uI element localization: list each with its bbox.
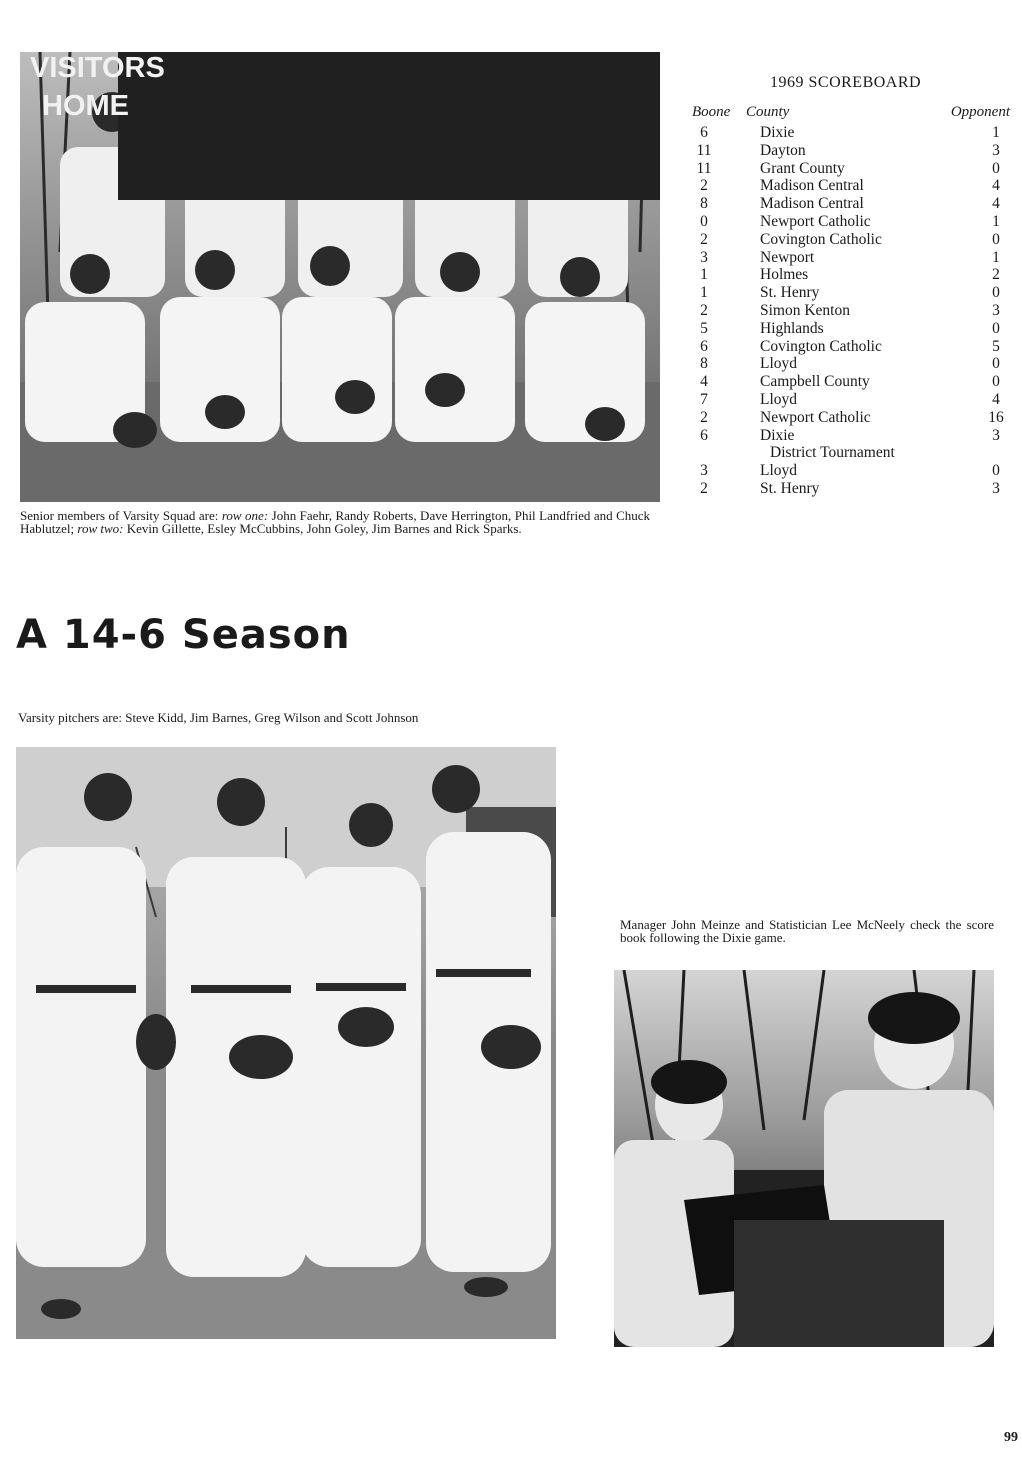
- opponent-score: 3: [992, 302, 1000, 319]
- opponent-team: Newport Catholic: [760, 408, 871, 426]
- opponent-team: Dixie: [760, 426, 795, 444]
- boone-score: 4: [700, 373, 708, 391]
- visitors-sign-text: VISITORS: [30, 52, 165, 84]
- pitchers-caption: Varsity pitchers are: Steve Kidd, Jim Barnes, Greg Wilson and Scott Johnson: [18, 710, 419, 725]
- boone-score: 2: [700, 302, 708, 319]
- opponent-team: Lloyd: [760, 391, 798, 408]
- opponent-team: Dixie: [760, 124, 795, 141]
- scoreboard-row: [690, 177, 1010, 195]
- home-sign-text: HOME: [42, 90, 129, 122]
- scoreboard-row: [690, 142, 1010, 160]
- boone-score: 8: [700, 195, 708, 213]
- opponent-score: 2: [992, 266, 1000, 284]
- scoreboard-row: [690, 427, 1010, 445]
- row-one-label: row one:: [221, 508, 269, 523]
- opponent-team: Grant County: [760, 159, 845, 177]
- opponent-score: 3: [992, 480, 1000, 497]
- row-two-label: row two:: [77, 521, 124, 536]
- scoreboard-row: [690, 231, 1010, 249]
- scoreboard-row: [690, 391, 1010, 409]
- header-opponent: Opponent: [950, 104, 1010, 120]
- scoreboard-row: [690, 409, 1010, 427]
- opponent-score: 3: [992, 141, 1000, 159]
- opponent-score: 1: [992, 213, 1000, 230]
- boone-score: 6: [700, 426, 708, 444]
- opponent-score: 3: [992, 426, 1000, 444]
- scoreboard-row: [690, 284, 1010, 302]
- opponent-team: Madison Central: [760, 195, 864, 213]
- opponent-team: Covington Catholic: [760, 337, 882, 355]
- tournament-label: District Tournament: [770, 444, 895, 462]
- boone-score: 5: [700, 319, 708, 337]
- boone-score: 6: [700, 337, 708, 355]
- opponent-team: Lloyd: [760, 462, 798, 480]
- scoreboard-row: [690, 355, 1010, 373]
- boone-score: 1: [700, 284, 708, 302]
- scoreboard-row: [690, 266, 1010, 284]
- manager-caption: Manager John Meinze and Statistician Lee McNeely check the score book following the Dixie game.: [620, 917, 994, 945]
- pitchers-photo-illustration: [16, 747, 556, 1339]
- header-county: County: [746, 104, 790, 120]
- page-number: 99: [1004, 1430, 1018, 1445]
- opponent-team: Newport Catholic: [760, 213, 871, 230]
- boone-score: 2: [700, 177, 708, 195]
- boone-score: 2: [700, 480, 708, 497]
- scoreboard-row: [690, 213, 1010, 231]
- manager-photo: [614, 970, 994, 1347]
- boone-score: 1: [700, 266, 708, 284]
- scoreboard-row: [690, 338, 1010, 356]
- boone-score: 3: [700, 462, 708, 480]
- opponent-team: Campbell County: [760, 373, 870, 391]
- scoreboard-row: [690, 249, 1010, 267]
- team-photo: [20, 52, 660, 502]
- opponent-team: Newport: [760, 248, 815, 266]
- opponent-score: 0: [992, 355, 1000, 373]
- opponent-team: St. Henry: [760, 284, 820, 302]
- opponent-team: Holmes: [760, 266, 809, 284]
- boone-score: 3: [700, 248, 708, 266]
- opponent-score: 1: [992, 248, 1000, 266]
- row-one-names: John Faehr, Randy Roberts, Dave Herrington, Phil Landfried and Chuck Hablutzel;: [20, 508, 651, 536]
- opponent-score: 4: [992, 195, 1000, 213]
- opponent-team: Madison Central: [760, 177, 864, 195]
- boone-score: 6: [700, 124, 708, 141]
- scoreboard-row: [690, 160, 1010, 178]
- opponent-score: 0: [992, 284, 1000, 302]
- opponent-score: 4: [992, 391, 1000, 408]
- scoreboard-row: [690, 195, 1010, 213]
- pitchers-photo: [16, 747, 556, 1339]
- opponent-score: 0: [992, 373, 1000, 391]
- scoreboard-row: [690, 320, 1010, 338]
- opponent-team: Lloyd: [760, 355, 798, 373]
- opponent-team: Highlands: [760, 319, 824, 337]
- opponent-score: 4: [992, 177, 1000, 195]
- tournament-row: [690, 444, 1010, 462]
- boone-score: 11: [696, 141, 712, 159]
- row-two-names: Kevin Gillette, Esley McCubbins, John Goley, Jim Barnes and Rick Sparks.: [126, 521, 522, 536]
- scoreboard-row: [690, 124, 1010, 142]
- scoreboard-table: [690, 72, 1010, 512]
- scoreboard-row: [690, 480, 1010, 498]
- opponent-team: Dayton: [760, 141, 806, 159]
- boone-score: 7: [700, 391, 708, 408]
- boone-score: 2: [700, 408, 708, 426]
- page-title: A 14-6 Season: [16, 612, 351, 658]
- team-caption: [20, 509, 650, 535]
- opponent-team: Simon Kenton: [760, 302, 850, 319]
- scoreboard-title: 1969 SCOREBOARD: [770, 74, 922, 91]
- opponent-score: 0: [992, 319, 1000, 337]
- opponent-score: 0: [992, 159, 1000, 177]
- opponent-score: 16: [988, 408, 1004, 426]
- opponent-score: 0: [992, 230, 1000, 248]
- scoreboard-row: [690, 302, 1010, 320]
- boone-score: 11: [696, 159, 712, 177]
- team-caption-lead: Senior members of Varsity Squad are:: [20, 508, 219, 523]
- opponent-score: 1: [992, 124, 1000, 141]
- boone-score: 2: [700, 230, 708, 248]
- boone-score: 0: [700, 213, 708, 230]
- opponent-team: St. Henry: [760, 480, 820, 497]
- scoreboard-row: [690, 373, 1010, 391]
- scoreboard-row: [690, 462, 1010, 480]
- opponent-score: 5: [992, 337, 1000, 355]
- opponent-score: 0: [992, 462, 1000, 480]
- boone-score: 8: [700, 355, 708, 373]
- manager-photo-illustration: [614, 970, 994, 1347]
- opponent-team: Covington Catholic: [760, 230, 882, 248]
- header-boone: Boone: [692, 104, 731, 120]
- scoreboard-sign: [118, 52, 660, 200]
